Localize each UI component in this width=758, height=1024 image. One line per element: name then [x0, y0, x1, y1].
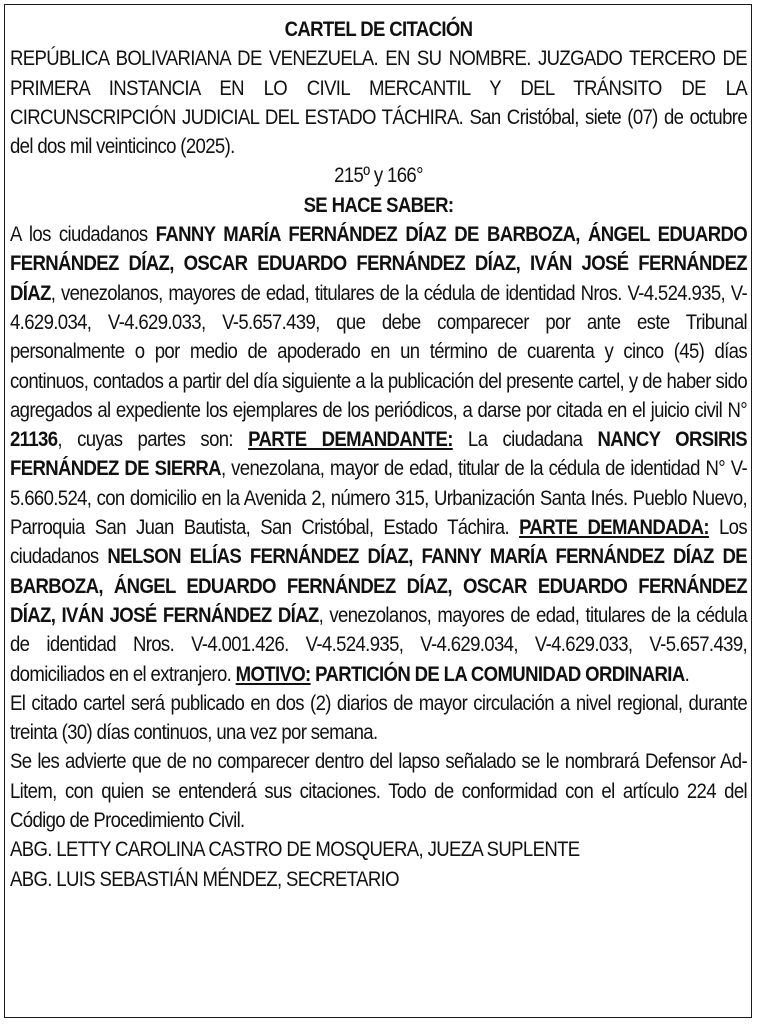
plaintiff-label: PARTE DEMANDANTE: — [248, 426, 453, 452]
body-text: , venezolanos, mayores de edad, titulares de la cédula de identidad Nros. V-4.001.426. V-4.524.935, V-4.629.034, V-4.629.033, V-5.657.439, domiciliados en el extranjero. — [10, 601, 748, 686]
publication-paragraph: El citado cartel será publicado en dos (2) diarios de mayor circulación a nivel regional, durante treinta (30) días continuos, una vez por semana. — [10, 689, 748, 745]
body-text: . — [684, 660, 690, 686]
motive-label: MOTIVO: — [235, 660, 311, 686]
plaintiff-name: NANCY ORSIRIS FERNÁNDEZ DE SIERRA — [10, 426, 748, 481]
legal-notice — [10, 14, 747, 893]
body-text: A los ciudadanos — [10, 221, 156, 247]
notice-title: CARTEL DE CITACIÓN — [284, 16, 473, 41]
body-text: La ciudadana — [452, 426, 598, 452]
body-text: , cuyas partes son: — [57, 426, 249, 452]
defendant-names: NELSON ELÍAS FERNÁNDEZ DÍAZ, FANNY MARÍA FERNÁNDEZ DÍAZ DE BARBOZA, ÁNGEL EDUARDO FERNÁNDEZ DÍAZ, OSCAR EDUARDO FERNÁNDEZ DÍAZ, IVÁN JOSÉ FERNÁNDEZ DÍAZ — [10, 543, 748, 627]
notice-heading: SE HACE SABER: — [303, 191, 454, 217]
years-line: 215º y 166° — [334, 162, 423, 188]
motive: PARTICIÓN DE LA COMUNIDAD ORDINARIA — [315, 660, 685, 686]
body-text: , venezolana, mayor de edad, titular de la cédula de identidad N° V- 5.660.524, con domicilio en la Avenida 2, número 315, Urbanización Santa Inés. Pueblo Nuevo, Parroquia San Juan Bautista, San Cristóbal, Estado Táchira. — [10, 455, 748, 540]
judge-signature: ABG. LETTY CAROLINA CASTRO DE MOSQUERA, JUEZA SUPLENTE — [10, 836, 580, 862]
court-intro: REPÚBLICA BOLIVARIANA DE VENEZUELA. EN SU NOMBRE. JUZGADO TERCERO DE PRIMERA INSTANCIA EN LO CIVIL MERCANTIL Y DEL TRÁNSITO DE LA CIRCUNSCRIPCIÓN JUDICIAL DEL ESTADO TÁCHIRA. San Cristóbal, siete (07) de octubre del dos mil veinticinco (2025). — [10, 45, 748, 159]
notice-body — [10, 219, 747, 688]
summoned-names: FANNY MARÍA FERNÁNDEZ DÍAZ DE BARBOZA, ÁNGEL EDUARDO FERNÁNDEZ DÍAZ, OSCAR EDUARDO FERNÁNDEZ DÍAZ, IVÁN JOSÉ FERNÁNDEZ DÍAZ — [10, 221, 748, 305]
body-text: , venezolanos, mayores de edad, titulares de la cédula de identidad Nros. V-4.524.935, V-4.629.034, V-4.629.033, V-5.657.439, que debe comparecer por ante este Tribunal personalmente o por medio de apoderado en un término de cuarenta y cinco (45) días continuos, contados a partir del día siguiente a la publicación del presente cartel, y de haber sido agregados al expediente los ejemplares de los periódicos, a darse por citada en el juicio civil N° — [10, 279, 748, 422]
warning-paragraph: Se les advierte que de no comparecer dentro del lapso señalado se le nombrará Defensor Ad-Litem, con quien se entenderá sus citaciones. Todo de conformidad con el artículo 224 del Código de Procedimiento Civil. — [10, 748, 748, 833]
defendant-label: PARTE DEMANDADA: — [519, 514, 709, 540]
case-number: 21136 — [10, 426, 58, 452]
body-text: Los ciudadanos — [10, 514, 748, 569]
secretary-signature: ABG. LUIS SEBASTIÁN MÉNDEZ, SECRETARIO — [10, 865, 399, 891]
